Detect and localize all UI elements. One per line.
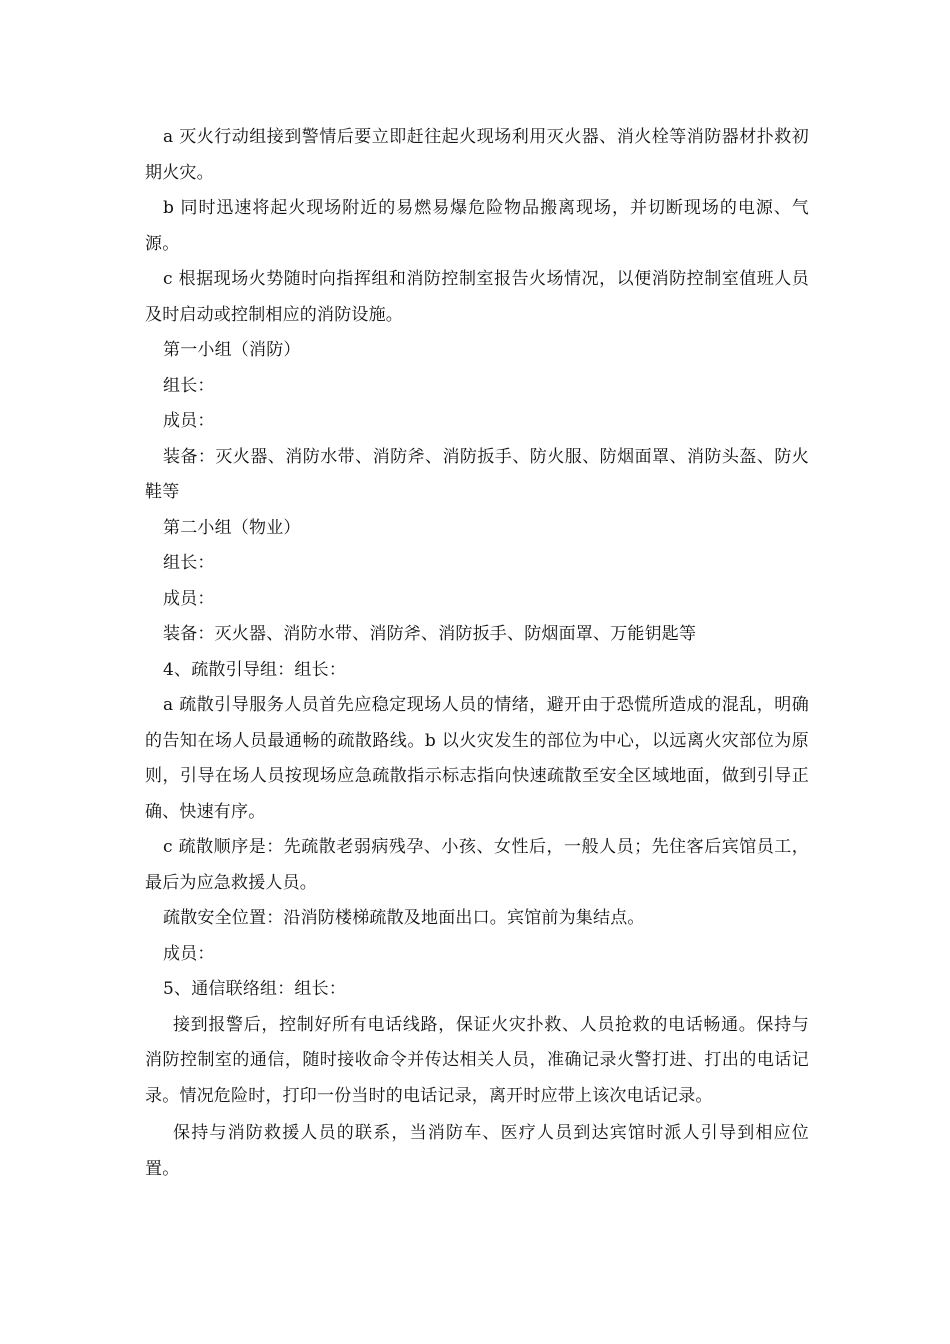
paragraph-evacuation-c: c 疏散顺序是：先疏散老弱病残孕、小孩、女性后，一般人员；先住客后宾馆员工，最后为应急救援人员。 <box>145 837 809 893</box>
paragraph-fire-team-a: a 灭火行动组接到警情后要立即赶往起火现场利用灭火器、消火栓等消防器材扑救初期火灾。 <box>145 127 809 183</box>
paragraph-fire-team-c: c 根据现场火势随时向指挥组和消防控制室报告火场情况，以便消防控制室值班人员及时启动或控制相应的消防设施。 <box>145 269 809 325</box>
group-two-members: 成员： <box>163 588 215 609</box>
evacuation-members: 成员： <box>163 943 215 964</box>
group-two-equipment: 装备：灭火器、消防水带、消防斧、消防扳手、防烟面罩、万能钥匙等 <box>163 624 697 644</box>
evacuation-team-heading: 4、疏散引导组：组长： <box>163 659 347 680</box>
evacuation-safe-location: 疏散安全位置：沿消防楼梯疏散及地面出口。宾馆前为集结点。 <box>163 908 645 928</box>
group-one-members: 成员： <box>163 411 215 431</box>
group-two-title: 第二小组（物业） <box>163 517 301 538</box>
group-one-leader: 组长： <box>163 375 215 396</box>
paragraph-communication-liaison: 保持与消防救援人员的联系，当消防车、医疗人员到达宾馆时派人引导到相应位置。 <box>145 1123 809 1179</box>
paragraph-communication-duties: 接到报警后，控制好所有电话线路，保证火灾扑救、人员抢救的电话畅通。保持与消防控制室的通信，随时接收命令并传达相关人员，准确记录火警打进、打出的电话记录。情况危险时，打印一份当时的电话记录，离开时应带上该次电话记录。 <box>145 1014 809 1106</box>
communication-team-heading: 5、通信联络组：组长： <box>163 979 347 999</box>
group-one-equipment: 装备：灭火器、消防水带、消防斧、消防扳手、防火服、防烟面罩、消防头盔、防火鞋等 <box>145 446 809 502</box>
group-one-title: 第一小组（消防） <box>163 340 301 360</box>
paragraph-evacuation-a-b: a 疏散引导服务人员首先应稳定现场人员的情绪，避开由于恐慌所造成的混乱，明确的告知在场人员最通畅的疏散路线。b 以火灾发生的部位为中心，以远离火灾部位为原则，引导在场人员按现场应急疏散指示标志指向快速疏散至安全区域地面，做到引导正确、快速有序。 <box>145 695 809 822</box>
group-two-leader: 组长： <box>163 553 215 573</box>
document-body <box>145 120 809 1187</box>
paragraph-fire-team-b: b 同时迅速将起火现场附近的易燃易爆危险物品搬离现场，并切断现场的电源、气源。 <box>145 198 809 254</box>
